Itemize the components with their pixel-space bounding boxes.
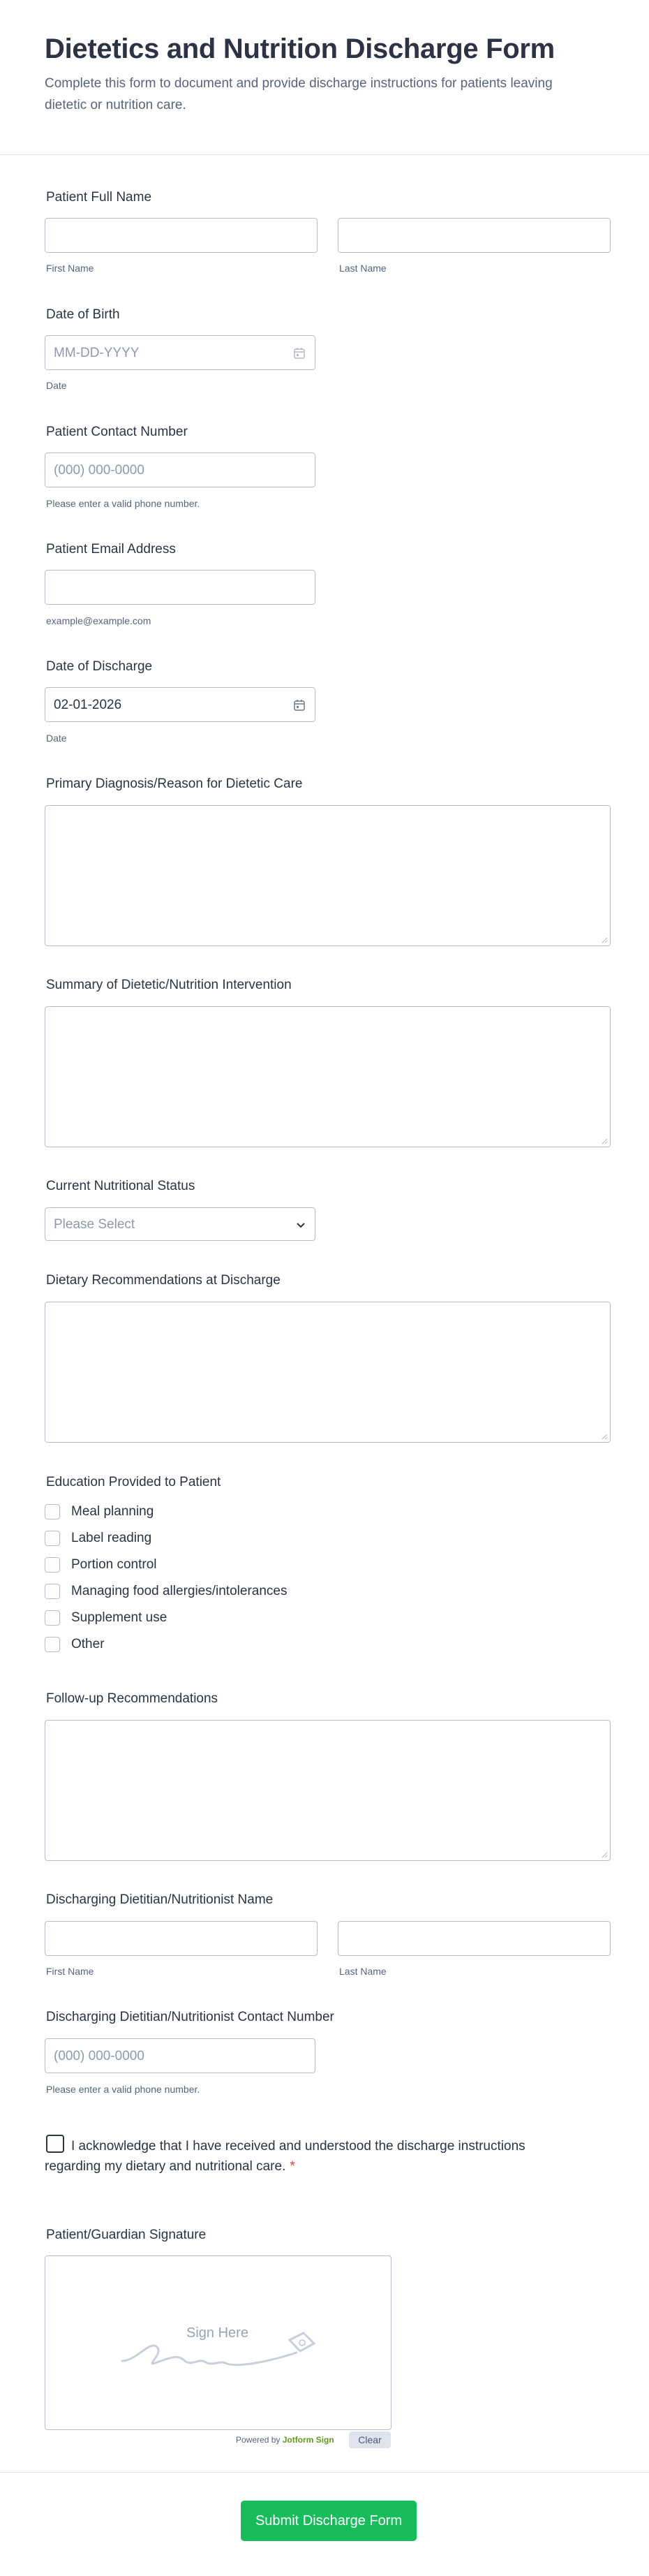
dietary-recs-label: Dietary Recommendations at Discharge [46,1273,281,1288]
followup-textarea[interactable] [45,1720,611,1861]
checkbox[interactable] [45,1531,60,1546]
phone-input[interactable] [45,452,315,487]
checkbox-label: Meal planning [71,1504,154,1519]
submit-button[interactable]: Submit Discharge Form [241,2501,417,2541]
checkbox[interactable] [45,1557,60,1573]
chevron-down-icon [295,1219,306,1230]
form-title: Dietetics and Nutrition Discharge Form [45,34,555,64]
checkbox-label: Label reading [71,1531,152,1545]
dietitian-name-label: Discharging Dietitian/Nutritionist Name [46,1892,274,1907]
checkbox[interactable] [45,1504,60,1519]
phone-sublabel: Please enter a valid phone number. [46,498,200,509]
email-sublabel: example@example.com [46,615,151,626]
dietitian-first-name-input[interactable] [45,1921,318,1956]
first-name-sublabel: First Name [46,263,94,274]
resize-grip-icon[interactable] [601,1433,608,1440]
dob-sublabel: Date [46,380,67,391]
checkbox-label: Portion control [71,1557,157,1572]
powered-prefix: Powered by [236,2435,281,2445]
nutritional-status-placeholder: Please Select [54,1217,135,1232]
discharge-date-sublabel: Date [46,733,67,744]
dietary-recs-textarea[interactable] [45,1302,611,1443]
footer-divider [0,2472,649,2473]
dietitian-phone-sublabel: Please enter a valid phone number. [46,2084,200,2095]
discharge-date-value: 02-01-2026 [54,698,122,712]
dietitian-last-name-input[interactable] [338,1921,611,1956]
jotform-sign-brand[interactable]: Jotform Sign [282,2435,334,2445]
discharge-date-input[interactable] [45,687,315,722]
acknowledgement-label: I acknowledge that I have received and understood the discharge instructions regarding my dietary and nutritional care. [45,2139,525,2174]
checkbox-label: Supplement use [71,1610,167,1625]
signature-hint: Sign Here [186,2325,248,2341]
acknowledgement-text [45,2136,547,2177]
form-header [0,0,649,155]
first-name-sublabel: First Name [46,1966,94,1977]
required-asterisk: * [290,2159,295,2174]
powered-by [236,2435,334,2445]
diagnosis-textarea[interactable] [45,805,611,946]
checkbox-label: Managing food allergies/intolerances [71,1584,288,1598]
checkbox[interactable] [45,1584,60,1599]
dietitian-phone-label: Discharging Dietitian/Nutritionist Contact Number [46,2010,334,2024]
form-subtitle: Complete this form to document and provide discharge instructions for patients leaving dietetic or nutrition care. [45,76,553,112]
checkbox-label: Other [71,1637,105,1651]
intervention-label: Summary of Dietetic/Nutrition Intervention [46,978,292,992]
dob-placeholder: MM-DD-YYYY [54,346,140,360]
phone-placeholder: (000) 000-0000 [54,463,144,478]
checkbox[interactable] [45,1637,60,1652]
dob-label: Date of Birth [46,307,120,322]
email-input[interactable] [45,570,315,605]
diagnosis-label: Primary Diagnosis/Reason for Dietetic Care [46,777,303,791]
resize-grip-icon[interactable] [601,1851,608,1858]
nutritional-status-label: Current Nutritional Status [46,1179,195,1193]
last-name-sublabel: Last Name [339,1966,387,1977]
clear-signature-button[interactable]: Clear [349,2431,391,2448]
patient-last-name-input[interactable] [338,218,611,253]
dietitian-phone-placeholder: (000) 000-0000 [54,2049,144,2063]
signature-pad[interactable] [45,2255,391,2430]
email-label: Patient Email Address [46,542,176,557]
education-label: Education Provided to Patient [46,1475,221,1489]
patient-first-name-input[interactable] [45,218,318,253]
intervention-textarea[interactable] [45,1006,611,1147]
dob-input[interactable] [45,335,315,370]
dietitian-phone-input[interactable] [45,2038,315,2073]
resize-grip-icon[interactable] [601,936,608,943]
calendar-icon[interactable] [292,346,306,360]
calendar-icon[interactable] [292,698,306,712]
last-name-sublabel: Last Name [339,263,387,274]
discharge-date-label: Date of Discharge [46,659,153,674]
phone-label: Patient Contact Number [46,425,188,439]
patient-name-label: Patient Full Name [46,190,152,205]
checkbox[interactable] [45,1610,60,1626]
resize-grip-icon[interactable] [601,1138,608,1145]
signature-label: Patient/Guardian Signature [46,2228,207,2242]
nutritional-status-select[interactable] [45,1207,315,1241]
followup-label: Follow-up Recommendations [46,1691,218,1706]
